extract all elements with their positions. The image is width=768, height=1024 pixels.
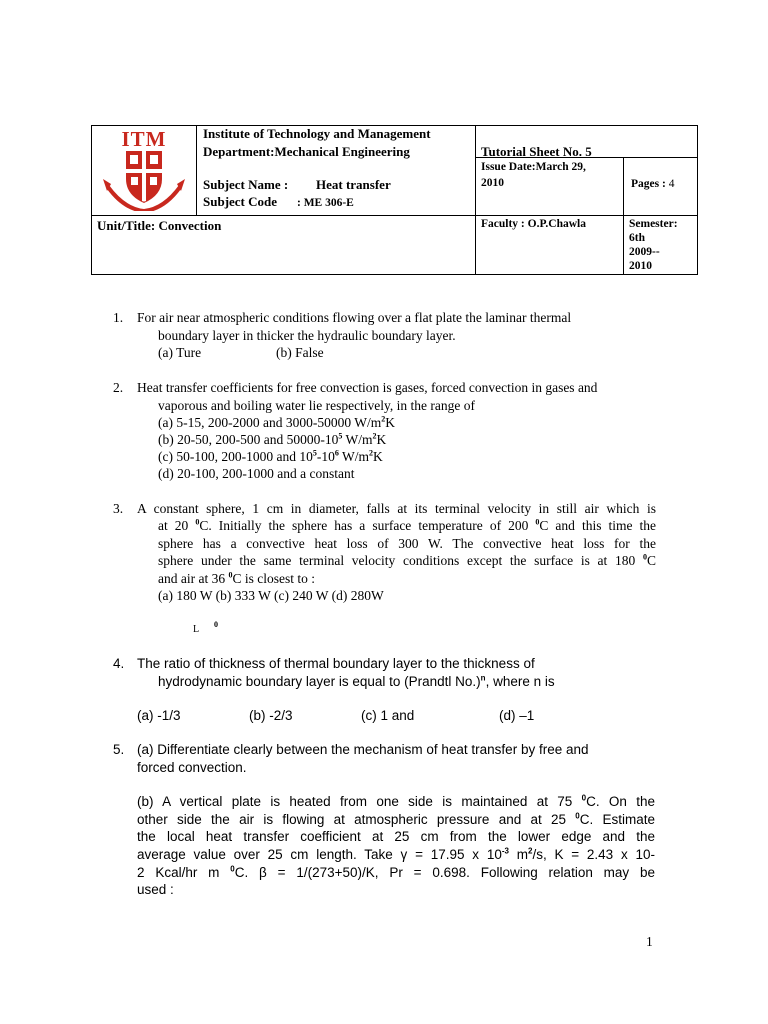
q2-line-1: Heat transfer coefficients for free convection is gases, forced convection in gases and bbox=[137, 380, 598, 395]
q3-number: 3. bbox=[113, 501, 124, 516]
q3-line-4b: C bbox=[646, 553, 656, 568]
q5a-line-2: forced convection. bbox=[137, 760, 247, 775]
q5-number: 5. bbox=[113, 742, 125, 757]
sup: -3 bbox=[501, 846, 509, 856]
degree-sup: 0 bbox=[575, 811, 580, 821]
sup: 2 bbox=[528, 846, 533, 856]
q3-line-2 bbox=[158, 517, 656, 535]
session-year-2: 2010 bbox=[629, 260, 652, 272]
table-col-divider-2 bbox=[475, 125, 476, 275]
table-border-right bbox=[697, 125, 698, 275]
logo-text: ITM bbox=[121, 127, 167, 151]
q2-option-c-mid: -10 bbox=[316, 449, 335, 464]
q2-option-c-unit: W/m bbox=[338, 449, 369, 464]
q2-number: 2. bbox=[113, 380, 124, 395]
q2-option-a bbox=[158, 414, 395, 432]
unit-title: Unit/Title: Convection bbox=[97, 218, 222, 233]
q3-line-2c: C and this time the bbox=[539, 518, 656, 533]
q3-line-5 bbox=[158, 570, 315, 588]
q3-line-2a: at 20 bbox=[158, 518, 196, 533]
sup: 2 bbox=[372, 431, 377, 441]
pages-value: 4 bbox=[668, 178, 675, 190]
table-col-divider-3 bbox=[623, 158, 624, 275]
q4-line-1: The ratio of thickness of thermal boundary layer to the thickness of bbox=[137, 656, 535, 671]
q3-line-1: A constant sphere, 1 cm in diameter, falls at its terminal velocity in still air which is bbox=[137, 501, 656, 516]
q5b-line-6: used : bbox=[137, 882, 174, 897]
tutorial-sheet-number: Tutorial Sheet No. 5 bbox=[481, 144, 592, 159]
itm-logo bbox=[95, 127, 193, 213]
pages-label-text: Pages : bbox=[631, 178, 666, 190]
q3-line-3: sphere has a convective heat loss of 300 W. The convective heat loss for the bbox=[158, 536, 656, 551]
unit-k: K bbox=[376, 432, 387, 447]
q5b-line-1b: C. On the bbox=[586, 794, 655, 809]
q5b-line-4a: average value over 25 cm length. Take γ = 17.95 x 10 bbox=[137, 847, 502, 862]
table-corner-tick bbox=[91, 125, 97, 126]
unit-k: K bbox=[385, 415, 395, 430]
q5b-line-1a: (b) A vertical plate is heated from one side is maintained at 75 bbox=[137, 794, 582, 809]
table-row-divider-2 bbox=[91, 215, 698, 216]
sup: 2 bbox=[368, 448, 373, 458]
table-border-left bbox=[91, 125, 92, 275]
q4-option-b: (b) -2/3 bbox=[249, 708, 293, 723]
degree-sup: 0 bbox=[581, 793, 587, 803]
sup: 5 bbox=[338, 431, 343, 441]
degree-sup: 0 bbox=[230, 864, 235, 874]
q5b-line-5 bbox=[137, 864, 655, 882]
q5b-line-2 bbox=[137, 811, 655, 829]
pages-label bbox=[631, 177, 674, 191]
q3-line-5a: and air at 36 bbox=[158, 571, 229, 586]
q2-option-a-text: (a) 5-15, 200-2000 and 3000-50000 W/m bbox=[158, 415, 382, 430]
q2-option-b bbox=[158, 431, 386, 449]
q3-options: (a) 180 W (b) 333 W (c) 240 W (d) 280W bbox=[158, 588, 384, 603]
subject-code-value: : ME 306-E bbox=[297, 197, 354, 209]
q3-stray-l: L bbox=[193, 624, 200, 635]
q2-option-b-text: (b) 20-50, 200-500 and 50000-10 bbox=[158, 432, 339, 447]
sup: 6 bbox=[334, 448, 339, 458]
q1-line-1: For air near atmospheric conditions flowing over a flat plate the laminar thermal bbox=[137, 310, 572, 325]
semester-value: 6th bbox=[629, 232, 645, 244]
table-border-bottom bbox=[91, 274, 698, 275]
q4-line-2 bbox=[158, 673, 555, 691]
session-year-1: 2009-- bbox=[629, 246, 660, 258]
q5b-line-4 bbox=[137, 846, 655, 864]
q2-option-d: (d) 20-100, 200-1000 and a constant bbox=[158, 466, 355, 481]
q3-line-5b: C is closest to : bbox=[232, 571, 315, 586]
q1-line-2: boundary layer in thicker the hydraulic boundary layer. bbox=[158, 328, 456, 343]
q2-option-b-unit: W/m bbox=[342, 432, 373, 447]
q5b-line-4b: m bbox=[508, 847, 528, 862]
q1-option-b: (b) False bbox=[276, 345, 324, 360]
degree-sup: 0 bbox=[195, 517, 200, 527]
issue-date-line-1: Issue Date:March 29, bbox=[481, 161, 586, 173]
q2-option-c bbox=[158, 448, 383, 466]
q5b-line-5b: C. β = 1/(273+50)/K, Pr = 0.698. Following relation may be bbox=[234, 865, 656, 880]
subject-name-label: Subject Name : bbox=[203, 177, 289, 192]
table-col-divider-1 bbox=[196, 125, 197, 216]
department-name: Department:Mechanical Engineering bbox=[203, 144, 410, 159]
q3-line-4a: sphere under the same terminal velocity conditions except the surface is at 180 bbox=[158, 553, 643, 568]
issue-date-line-2: 2010 bbox=[481, 177, 504, 189]
q4-line-2b: , where n is bbox=[485, 674, 555, 689]
sup: 2 bbox=[381, 414, 386, 424]
faculty-name: Faculty : O.P.Chawla bbox=[481, 218, 586, 230]
q2-line-2: vaporous and boiling water lie respectively, in the range of bbox=[158, 398, 476, 413]
unit-k: K bbox=[372, 449, 383, 464]
subject-code-label: Subject Code bbox=[203, 194, 278, 209]
subject-name-value: Heat transfer bbox=[316, 177, 391, 192]
q3-line-2b: C. Initially the sphere has a surface temperature of 200 bbox=[199, 518, 536, 533]
sup: n bbox=[480, 673, 486, 683]
q4-number: 4. bbox=[113, 656, 125, 671]
institute-name: Institute of Technology and Management bbox=[203, 126, 431, 141]
q5b-line-5a: 2 Kcal/hr m bbox=[137, 865, 231, 880]
q5a-line-1: (a) Differentiate clearly between the mechanism of heat transfer by free and bbox=[137, 742, 589, 757]
header-table bbox=[91, 125, 698, 275]
degree-sup: 0 bbox=[535, 517, 540, 527]
q4-option-c: (c) 1 and bbox=[361, 708, 415, 723]
q4-option-a: (a) -1/3 bbox=[137, 708, 181, 723]
q1-number: 1. bbox=[113, 310, 124, 325]
page-number: 1 bbox=[646, 934, 653, 949]
sup: 5 bbox=[312, 448, 317, 458]
q4-option-d: (d) –1 bbox=[499, 708, 535, 723]
q3-line-4 bbox=[158, 552, 656, 570]
logo-shield-icon bbox=[95, 149, 193, 211]
q3-stray-0: 0 bbox=[214, 620, 218, 629]
q4-line-2a: hydrodynamic boundary layer is equal to (Prandtl No.) bbox=[158, 674, 481, 689]
q5b-line-2a: other side the air is flowing at atmospheric pressure and at 25 bbox=[137, 812, 576, 827]
q5b-line-2b: C. Estimate bbox=[579, 812, 655, 827]
degree-sup: 0 bbox=[642, 552, 647, 562]
q2-option-c-text: (c) 50-100, 200-1000 and 10 bbox=[158, 449, 313, 464]
q5b-line-4c: /s, K = 2.43 x 10- bbox=[532, 847, 655, 862]
q5b-line-1 bbox=[137, 793, 655, 811]
q1-option-a: (a) Ture bbox=[158, 345, 202, 360]
q5b-line-3: the local heat transfer coefficient at 25 cm from the lower edge and the bbox=[137, 829, 655, 844]
degree-sup: 0 bbox=[228, 570, 233, 580]
semester-label: Semester: bbox=[629, 218, 678, 230]
